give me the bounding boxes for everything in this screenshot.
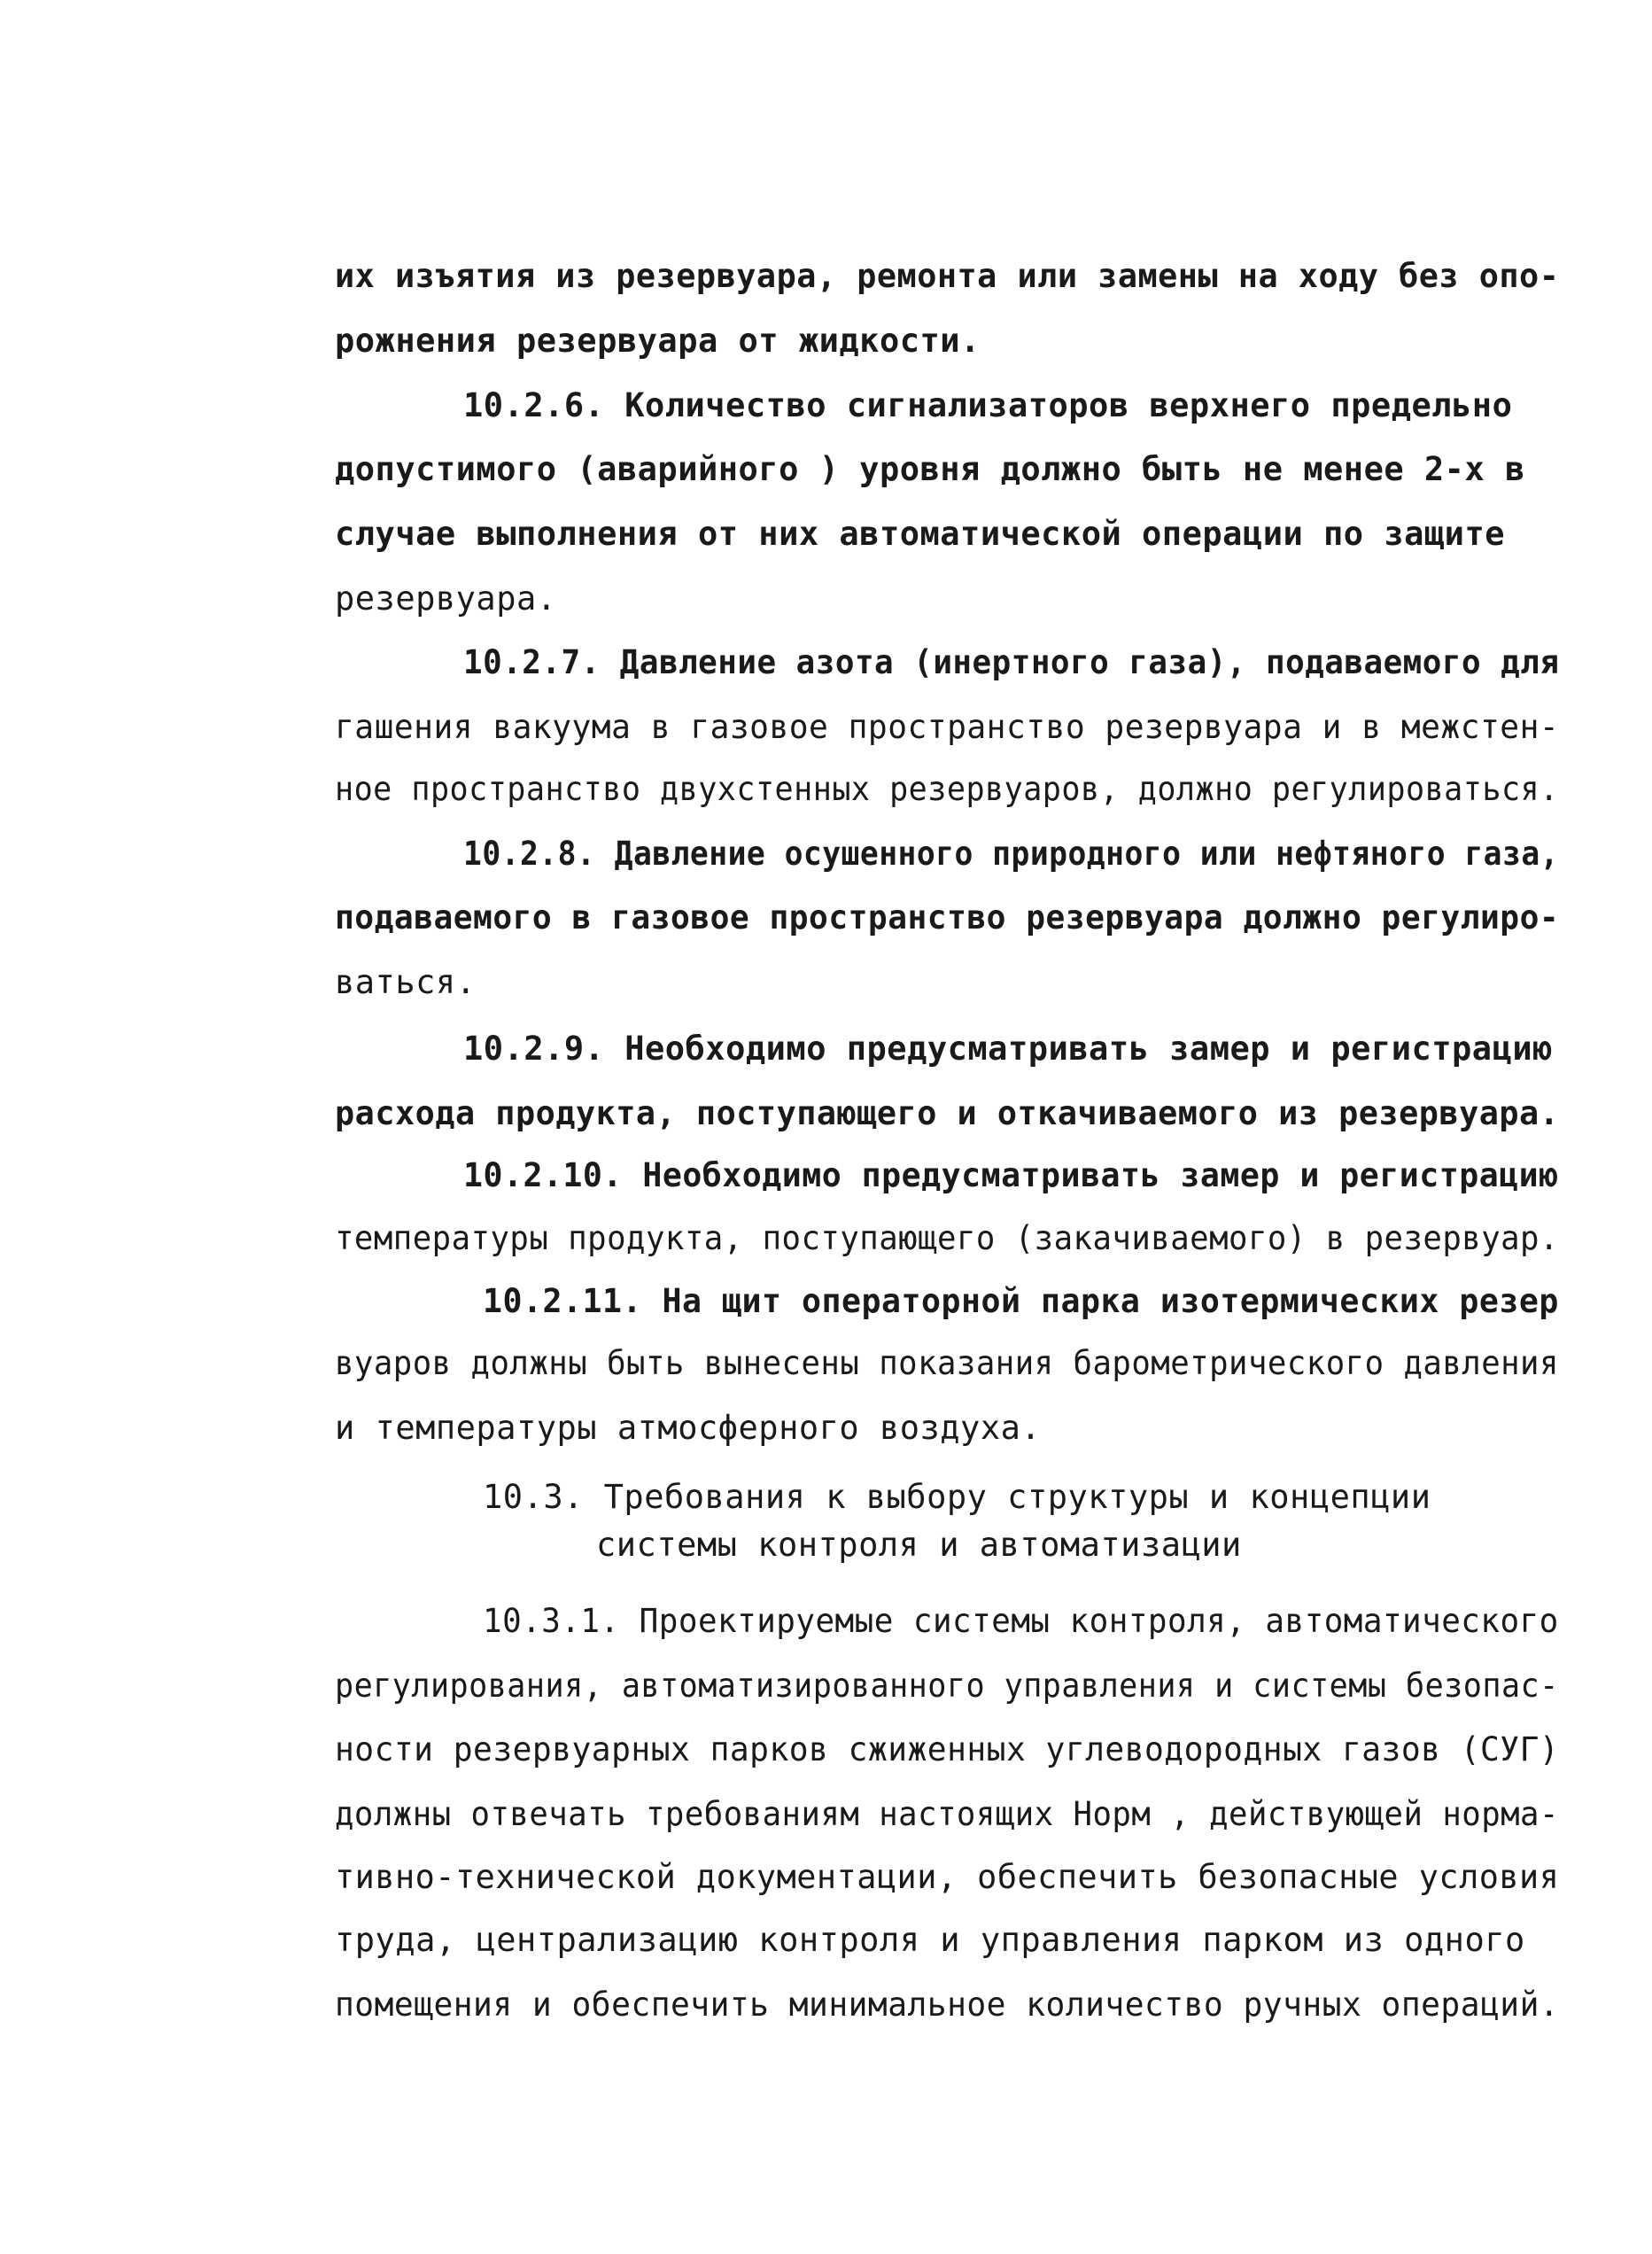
section-heading-line-2: системы контроля и автоматизации	[596, 1526, 1242, 1564]
text-line: ваться.	[335, 963, 477, 1001]
text-line: должны отвечать требованиям настоящих Норм , действующей норма-	[335, 1795, 1559, 1833]
text-line: 10.3.1. Проектируемые системы контроля, автоматического	[483, 1602, 1559, 1640]
text-line: помещения и обеспечить минимальное количество ручных операций.	[335, 1986, 1560, 2024]
text-line: рожнения резервуара от жидкости.	[335, 322, 981, 360]
text-line: допустимого (аварийного ) уровня должно быть не менее 2-х в	[335, 450, 1525, 488]
text-line: случае выполнения от них автоматической операции по защите	[335, 515, 1506, 553]
text-line: 10.2.8. Давление осушенного природного или нефтяного газа,	[463, 835, 1559, 873]
text-line: температуры продукта, поступающего (закачиваемого) в резервуар.	[335, 1219, 1559, 1257]
text-line: вуаров должны быть вынесены показания барометрического давления	[335, 1344, 1559, 1382]
text-line: 10.2.11. На щит операторной парка изотермических резер	[483, 1282, 1559, 1320]
text-line: резервуара.	[335, 579, 557, 618]
text-line: подаваемого в газовое пространство резервуара должно регулиро-	[335, 898, 1560, 937]
text-line: 10.2.7. Давление азота (инертного газа), подаваемого для	[463, 643, 1560, 681]
text-line: гашения вакуума в газовое пространство резервуара и в межстен-	[335, 708, 1560, 746]
text-line: регулирования, автоматизированного управления и системы безопас-	[335, 1667, 1559, 1705]
text-line: тивно-технической документации, обеспечить безопасные условия	[335, 1858, 1560, 1896]
text-line: расхода продукта, поступающего и откачиваемого из резервуара.	[335, 1094, 1560, 1132]
text-line: и температуры атмосферного воздуха.	[335, 1409, 1042, 1447]
text-line: ное пространство двухстенных резервуаров, должно регулироваться.	[335, 770, 1559, 808]
text-line: 10.2.10. Необходимо предусматривать замер и регистрацию	[463, 1156, 1559, 1194]
text-line: 10.2.9. Необходимо предусматривать замер и регистрацию	[463, 1030, 1553, 1068]
text-line: 10.2.6. Количество сигнализаторов верхнего предельно	[463, 386, 1513, 424]
text-line: ности резервуарных парков сжиженных углеводородных газов (СУГ)	[335, 1730, 1560, 1768]
text-line: их изъятия из резервуара, ремонта или замены на ходу без опо-	[335, 257, 1560, 295]
section-heading-line-1: 10.3. Требования к выбору структуры и концепции	[483, 1478, 1431, 1516]
text-line: труда, централизацию контроля и управления парком из одного	[335, 1921, 1525, 1959]
